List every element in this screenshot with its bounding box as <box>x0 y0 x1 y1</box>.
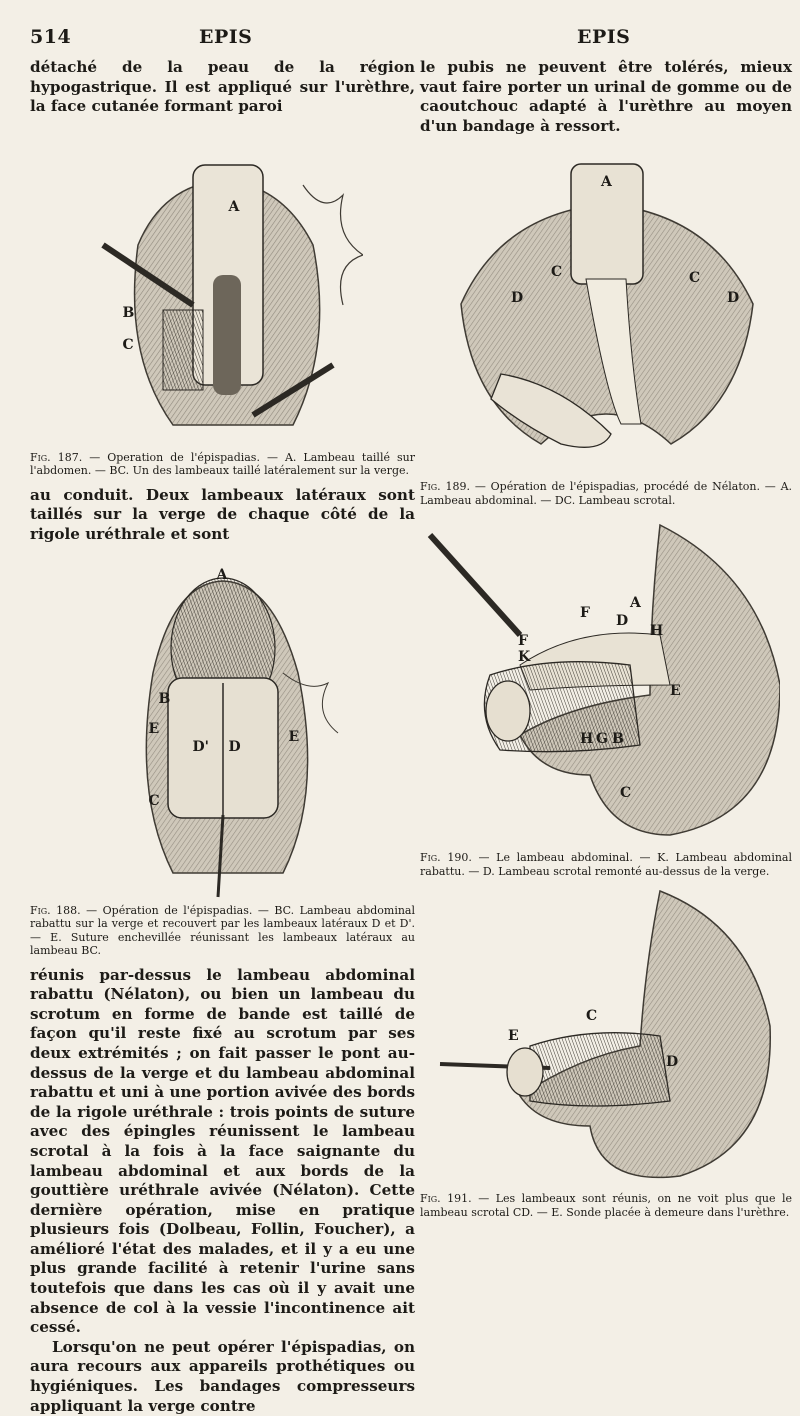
figure-191-label-e: E <box>508 1028 519 1045</box>
figure-188-label-e-right: E <box>288 728 300 745</box>
figure-189-caption <box>420 480 792 507</box>
figure-191 <box>420 886 780 1186</box>
page-number: 514 <box>30 26 72 48</box>
figure-188-caption-text: — Opération de l'épispadias. — BC. Lambeau abdominal rabattu sur la verge et recouvert par les lambeaux latéraux D et D'. — E. Suture enchevillée réunissant les lambeaux latéraux au lambeau BC. <box>30 903 416 958</box>
figure-191-label-d: D <box>666 1054 679 1071</box>
figure-187-caption-text: — Operation de l'épispadias. — A. Lambeau taillé sur l'abdomen. — BC. Un des lambeaux taillé latéralement sur la verge. <box>30 450 415 478</box>
figure-190-label-g: G <box>596 731 608 748</box>
figure-190-label-d: D <box>616 613 629 630</box>
figure-187 <box>83 125 363 445</box>
figure-188-label-d-prime: D' <box>192 738 209 755</box>
figure-190-label-k: K <box>518 649 531 666</box>
left-paragraph-3: réunis par-dessus le lambeau abdominal rabattu (Nélaton), ou bien un lambeau du scrotum en forme de bande est taillé de façon qu'il reste fixé au scrotum par ses deux extrémités ; on fait passer le pont au-dessus de la verge et du lambeau abdominal rabattu et uni à une portion avivée des bords de la rigole uréthrale : trois points de suture avec des épingles réunissent le lambeau scrotal à la fois à la face saignante du lambeau abdominal et aux bords de la gouttière uréthrale avivée (Nélaton). Cette dernière opération, mise en pratique plusieurs fois (Dolbeau, Follin, Foucher), a amélioré l'état des malades, et il y a eu une plus grande facilité à retenir l'urine sans toutefois que dans les cas où il y avait une absence de col à la vessie l'incontinence ait cessé. <box>30 965 415 1337</box>
figure-188 <box>93 553 353 898</box>
figure-190-caption <box>420 851 792 878</box>
figure-190-caption-text: — Le lambeau abdominal. — K. Lambeau abdominal rabattu. — D. Lambeau scrotal remonté au-dessus de la verge. <box>420 851 793 878</box>
figure-189-label-c-left: C <box>551 264 563 281</box>
figure-190-label-f-top: F <box>580 605 590 622</box>
right-running-head: EPIS <box>577 26 631 48</box>
figure-188-label-e-left: E <box>148 720 160 737</box>
left-column <box>30 58 415 1416</box>
figure-189-caption-text: — Opération de l'épispadias, procédé de Nélaton. — A. Lambeau abdominal. — DC. Lambeau scrotal. <box>420 480 793 507</box>
figure-187-engraving <box>83 125 363 445</box>
figure-190-label-h-top: H <box>650 623 664 640</box>
figure-188-label-a: A <box>216 566 228 583</box>
figure-191-label-c: C <box>586 1008 598 1025</box>
figure-190-label-f-left: F <box>518 633 528 650</box>
figure-191-caption <box>420 1192 792 1219</box>
figure-190 <box>420 515 780 845</box>
right-column <box>420 58 792 1227</box>
figure-187-label-c: C <box>122 336 134 353</box>
figure-189-label-c-right: C <box>689 270 701 287</box>
figure-190-label-c: C <box>620 785 632 802</box>
figure-188-label-c: C <box>148 792 160 809</box>
figure-188-caption <box>30 904 415 958</box>
figure-191-engraving <box>420 886 780 1186</box>
figure-190-label-a: A <box>630 595 641 612</box>
figure-191-caption-label: Fig. 191. <box>420 1192 472 1206</box>
figure-190-engraving <box>420 515 780 845</box>
figure-189-caption-label: Fig. 189. <box>420 480 470 494</box>
left-running-head: EPIS <box>199 26 253 48</box>
left-paragraph-4: Lorsqu'on ne peut opérer l'épispadias, on aura recours aux appareils prothétiques ou hygiéniques. Les bandages compresseurs appliquant la verge contre <box>30 1337 415 1415</box>
left-paragraph-1: détaché de la peau de la région hypogastrique. Il est appliqué sur l'urèthre, la face cutanée formant paroi <box>30 58 415 116</box>
figure-188-label-d: D <box>228 738 241 755</box>
figure-189-engraving <box>441 144 771 474</box>
figure-188-caption-label: Fig. 188. <box>30 903 81 917</box>
figure-189 <box>441 144 771 474</box>
figure-188-engraving <box>93 553 353 898</box>
figure-190-caption-label: Fig. 190. <box>420 851 472 865</box>
figure-187-caption-label: Fig. 187. <box>30 450 83 464</box>
figure-190-label-e: E <box>670 683 681 700</box>
figure-187-label-a: A <box>228 198 240 215</box>
figure-189-label-d-left: D <box>511 290 524 307</box>
figure-187-label-b: B <box>122 304 135 321</box>
figure-188-label-b: B <box>158 690 171 707</box>
figure-190-label-b: B <box>612 731 624 748</box>
figure-189-label-a: A <box>601 174 612 191</box>
figure-191-caption-text: — Les lambeaux sont réunis, on ne voit plus que le lambeau scrotal CD. — E. Sonde placée à demeure dans l'urèthre. <box>420 1192 793 1219</box>
right-paragraph-1: le pubis ne peuvent être tolérés, mieux vaut faire porter un urinal de gomme ou de caoutchouc adapté à l'urèthre au moyen d'un bandage à ressort. <box>420 58 792 135</box>
figure-189-label-d-right: D <box>727 290 740 307</box>
left-paragraph-2: au conduit. Deux lambeaux latéraux sont taillés sur la verge de chaque côté de la rigole uréthrale et sont <box>30 485 415 543</box>
figure-187-caption <box>30 451 415 478</box>
figure-190-label-h-bottom: H <box>580 731 594 748</box>
